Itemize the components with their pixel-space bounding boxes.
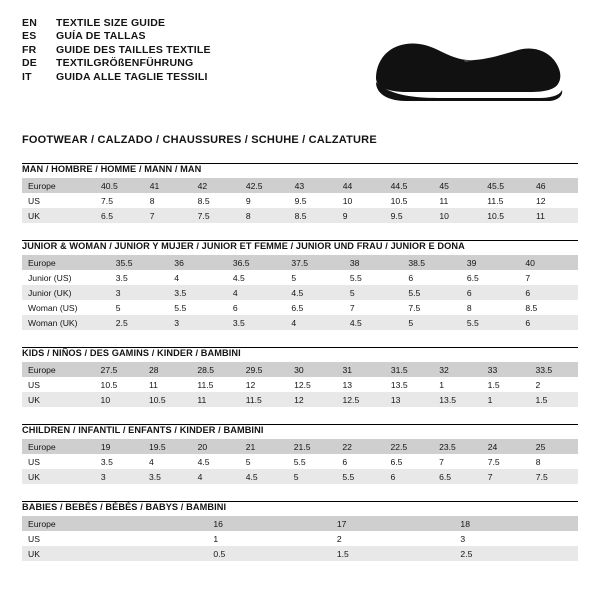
size-cell: 13 [385, 392, 433, 407]
size-cell: 31 [337, 362, 385, 377]
language-row [22, 70, 211, 84]
size-cell: 27.5 [95, 362, 143, 377]
size-cell: 6.5 [95, 208, 144, 223]
size-cell: 4.5 [192, 454, 240, 469]
size-cell: 5.5 [461, 315, 520, 330]
size-group-title: BABIES / BEBÉS / BÉBÉS / BABYS / BAMBINI [22, 502, 227, 512]
table-row [22, 454, 578, 469]
size-cell: 33 [482, 362, 530, 377]
size-cell: 3 [95, 469, 143, 484]
size-cell: 41 [144, 178, 192, 193]
size-cell: 38 [344, 255, 403, 270]
size-cell: 3.5 [227, 315, 286, 330]
size-cell: 1 [207, 531, 331, 546]
size-table [22, 439, 578, 484]
size-cell: 6 [227, 300, 286, 315]
size-cell: 19 [95, 439, 143, 454]
language-text: GUIDE DES TAILLES TEXTILE [56, 43, 211, 56]
size-cell: 5 [240, 454, 288, 469]
size-group [22, 424, 578, 484]
size-cell: 35.5 [110, 255, 169, 270]
size-cell: 3.5 [95, 454, 143, 469]
size-cell: 11 [433, 193, 481, 208]
size-cell: 24 [482, 439, 530, 454]
size-cell: 8 [461, 300, 520, 315]
size-cell: 12 [288, 392, 336, 407]
row-label: Europe [22, 362, 95, 377]
language-text: TEXTILGRÖßENFÜHRUNG [56, 57, 194, 69]
size-cell: 9.5 [385, 208, 434, 223]
size-cell: 39 [461, 255, 520, 270]
size-cell: 0.5 [207, 546, 331, 561]
size-cell: 7 [344, 300, 403, 315]
table-row [22, 531, 578, 546]
size-cell: 7 [144, 208, 192, 223]
size-cell: 42.5 [240, 178, 289, 193]
language-code: ES [22, 30, 37, 42]
row-label: Woman (UK) [22, 315, 110, 330]
size-group [22, 501, 578, 561]
size-cell: 44 [337, 178, 385, 193]
size-cell: 28 [143, 362, 191, 377]
size-cell: 45.5 [481, 178, 530, 193]
table-row [22, 315, 578, 330]
size-cell: 1.5 [529, 392, 578, 407]
size-cell: 6.5 [384, 454, 433, 469]
language-code: EN [22, 16, 37, 29]
table-row [22, 255, 578, 270]
row-label: US [22, 193, 95, 208]
size-cell: 40.5 [95, 178, 144, 193]
table-row [22, 193, 578, 208]
row-label: US [22, 454, 95, 469]
size-cell: 10.5 [385, 193, 434, 208]
size-cell: 7 [433, 454, 482, 469]
size-cell: 8 [144, 193, 192, 208]
size-cell: 4.5 [285, 285, 344, 300]
size-cell: 12.5 [337, 392, 385, 407]
size-cell: 10.5 [143, 392, 191, 407]
size-cell: 3 [168, 315, 227, 330]
size-cell: 4 [285, 315, 344, 330]
size-cell: 36 [168, 255, 227, 270]
size-cell: 6 [402, 270, 461, 285]
size-cell: 29.5 [240, 362, 288, 377]
size-cell: 4 [168, 270, 227, 285]
size-cell: 4 [192, 469, 240, 484]
size-cell: 1.5 [331, 546, 455, 561]
size-cell: 32 [433, 362, 481, 377]
size-cell: 18 [454, 516, 578, 531]
language-text: GUIDA ALLE TAGLIE TESSILI [56, 70, 208, 83]
size-cell: 11 [530, 208, 578, 223]
size-cell: 31.5 [385, 362, 433, 377]
size-cell: 3.5 [143, 469, 192, 484]
size-cell: 9 [337, 208, 385, 223]
row-label: US [22, 377, 95, 392]
size-cell: 8.5 [192, 193, 240, 208]
language-row [22, 43, 211, 57]
size-cell: 33.5 [529, 362, 578, 377]
size-cell: 6 [461, 285, 520, 300]
language-row [22, 57, 211, 71]
table-row [22, 439, 578, 454]
size-cell: 13 [337, 377, 385, 392]
size-cell: 38.5 [402, 255, 461, 270]
size-cell: 10.5 [95, 377, 143, 392]
size-cell: 12 [240, 377, 288, 392]
size-cell: 3.5 [168, 285, 227, 300]
size-cell: 6 [384, 469, 433, 484]
size-group-title: CHILDREN / INFANTIL / ENFANTS / KINDER / BAMBINI [22, 425, 264, 435]
row-label: Europe [22, 178, 95, 193]
row-label: US [22, 531, 207, 546]
size-cell: 2 [331, 531, 455, 546]
size-cell: 5.5 [344, 270, 403, 285]
size-cell: 6 [519, 315, 578, 330]
size-cell: 25 [530, 439, 578, 454]
size-cell: 21 [240, 439, 288, 454]
size-table [22, 178, 578, 223]
size-cell: 2.5 [454, 546, 578, 561]
size-cell: 16 [207, 516, 331, 531]
table-row [22, 270, 578, 285]
dress-shoe-icon [368, 30, 568, 120]
row-label: Woman (US) [22, 300, 110, 315]
language-text: GUÍA DE TALLAS [56, 30, 146, 42]
row-label: UK [22, 208, 95, 223]
size-cell: 43 [289, 178, 337, 193]
size-cell: 4.5 [240, 469, 288, 484]
size-cell: 22 [336, 439, 384, 454]
table-row [22, 516, 578, 531]
size-group-title: JUNIOR & WOMAN / JUNIOR Y MUJER / JUNIOR ET FEMME / JUNIOR UND FRAU / JUNIOR E DONA [22, 241, 465, 251]
language-code: DE [22, 57, 37, 69]
size-cell: 9 [240, 193, 289, 208]
size-cell: 11 [191, 392, 239, 407]
size-cell: 30 [288, 362, 336, 377]
size-cell: 11.5 [240, 392, 288, 407]
size-cell: 11.5 [481, 193, 530, 208]
table-row [22, 377, 578, 392]
size-cell: 21.5 [288, 439, 337, 454]
size-group [22, 240, 578, 330]
size-cell: 28.5 [191, 362, 239, 377]
size-cell: 5 [110, 300, 169, 315]
size-cell: 1.5 [482, 377, 530, 392]
size-cell: 7.5 [482, 454, 530, 469]
size-cell: 19.5 [143, 439, 192, 454]
size-cell: 8 [240, 208, 289, 223]
size-cell: 44.5 [385, 178, 434, 193]
size-cell: 5 [285, 270, 344, 285]
size-group-title: MAN / HOMBRE / HOMME / MANN / MAN [22, 164, 202, 174]
size-cell: 7.5 [402, 300, 461, 315]
size-cell: 2.5 [110, 315, 169, 330]
size-group [22, 347, 578, 407]
page-header [22, 16, 578, 120]
size-cell: 13.5 [433, 392, 481, 407]
language-code: IT [22, 70, 32, 83]
size-cell: 12.5 [288, 377, 336, 392]
size-cell: 10 [337, 193, 385, 208]
size-cell: 5.5 [402, 285, 461, 300]
size-cell: 8.5 [289, 208, 337, 223]
size-cell: 8.5 [519, 300, 578, 315]
size-cell: 42 [192, 178, 240, 193]
size-cell: 5 [402, 315, 461, 330]
size-cell: 10 [95, 392, 143, 407]
size-cell: 13.5 [385, 377, 433, 392]
size-cell: 5 [344, 285, 403, 300]
size-cell: 7.5 [530, 469, 578, 484]
language-code: FR [22, 43, 37, 56]
size-cell: 11.5 [191, 377, 239, 392]
size-cell: 8 [530, 454, 578, 469]
size-group-title: KIDS / NIÑOS / DES GAMINS / KINDER / BAMBINI [22, 348, 241, 358]
size-cell: 36.5 [227, 255, 286, 270]
size-table [22, 362, 578, 407]
size-cell: 46 [530, 178, 578, 193]
table-row [22, 469, 578, 484]
size-cell: 7 [519, 270, 578, 285]
size-tables-container [22, 163, 578, 561]
size-cell: 4 [143, 454, 192, 469]
size-table [22, 516, 578, 561]
row-label: UK [22, 392, 95, 407]
size-cell: 6.5 [461, 270, 520, 285]
row-label: Europe [22, 516, 207, 531]
size-cell: 7.5 [192, 208, 240, 223]
size-table [22, 255, 578, 330]
size-cell: 4 [227, 285, 286, 300]
size-cell: 37.5 [285, 255, 344, 270]
table-row [22, 300, 578, 315]
size-cell: 40 [519, 255, 578, 270]
size-cell: 3 [454, 531, 578, 546]
size-cell: 1 [433, 377, 481, 392]
size-cell: 6.5 [285, 300, 344, 315]
size-cell: 6 [336, 454, 384, 469]
size-cell: 11 [143, 377, 191, 392]
size-cell: 4.5 [227, 270, 286, 285]
table-row [22, 362, 578, 377]
language-text: TEXTILE SIZE GUIDE [56, 16, 166, 29]
size-cell: 5.5 [336, 469, 384, 484]
size-cell: 4.5 [344, 315, 403, 330]
row-label: Junior (US) [22, 270, 110, 285]
category-title: FOOTWEAR / CALZADO / CHAUSSURES / SCHUHE / CALZATURE [22, 134, 377, 146]
size-cell: 20 [192, 439, 240, 454]
size-cell: 6.5 [433, 469, 482, 484]
row-label: Junior (UK) [22, 285, 110, 300]
table-row [22, 208, 578, 223]
table-row [22, 285, 578, 300]
size-cell: 3 [110, 285, 169, 300]
language-row [22, 30, 211, 44]
language-row [22, 16, 211, 30]
size-cell: 6 [519, 285, 578, 300]
size-cell: 10.5 [481, 208, 530, 223]
size-cell: 45 [433, 178, 481, 193]
size-cell: 17 [331, 516, 455, 531]
size-cell: 5 [288, 469, 337, 484]
row-label: UK [22, 469, 95, 484]
row-label: Europe [22, 439, 95, 454]
size-cell: 12 [530, 193, 578, 208]
table-row [22, 392, 578, 407]
table-row [22, 178, 578, 193]
size-cell: 1 [482, 392, 530, 407]
row-label: UK [22, 546, 207, 561]
size-cell: 9.5 [289, 193, 337, 208]
size-cell: 7.5 [95, 193, 144, 208]
size-cell: 22.5 [384, 439, 433, 454]
size-cell: 23.5 [433, 439, 482, 454]
size-cell: 10 [433, 208, 481, 223]
language-list-body [22, 16, 211, 84]
size-cell: 5.5 [168, 300, 227, 315]
table-row [22, 546, 578, 561]
size-cell: 3.5 [110, 270, 169, 285]
size-cell: 7 [482, 469, 530, 484]
language-list [22, 16, 211, 84]
size-cell: 2 [529, 377, 578, 392]
size-group [22, 163, 578, 223]
size-cell: 5.5 [288, 454, 337, 469]
row-label: Europe [22, 255, 110, 270]
